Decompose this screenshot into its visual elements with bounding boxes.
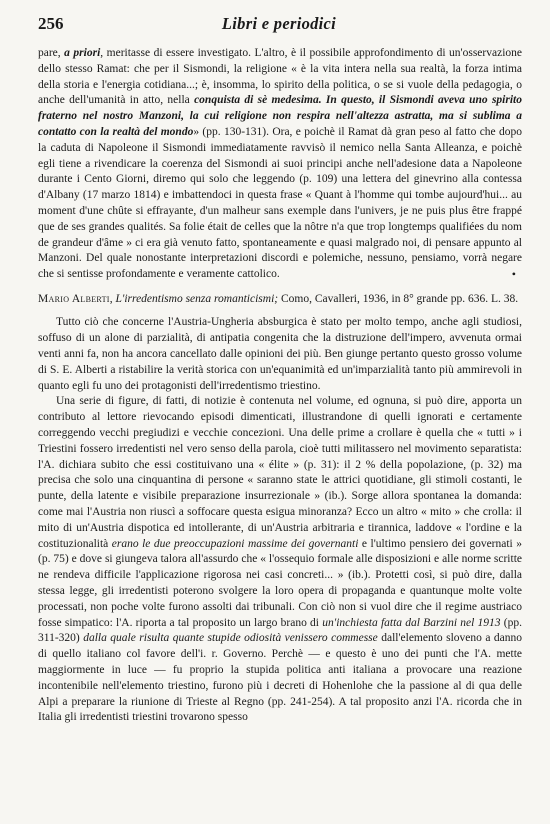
running-head: Libri e periodici — [221, 14, 337, 33]
citation-details: Como, Cavalleri, 1936, in 8° grande pp. 636. L. 38. — [278, 292, 519, 305]
text-run: dall'elemento sloveno a danno di quello italiano col favore dell'i. r. Governo. Perchè — e questo è uno dei punti che l'A. mette maggiormente in luce — fu proprio la stupida politica anti italiana a provocare una reazione incontenibile nell'elemento triestino, furono più i decreti di Hohenlohe che la passione al di qua delle Alpi a preparare la riunione di Trieste al Regno (pp. 241-254). A tal proposito anzi l'A. ricorda che in Italia gli irredentisti triestini trovarono spesso — [38, 632, 523, 724]
text-run: pare, — [38, 47, 65, 59]
text-run: Una serie di figure, di fatti, di notizie è contenuta nel volume, ed ognuna, si può dire, apporta un contributo al lettore rievocando episodi dimenticati, illustrandone di quelli ignorati e certamente correggendo vecchi pregiudizi e vecchie concezioni. Una delle prime a crollare è quella che « tutti » i Triestini fossero irredentisti nel vero senso della parola, cioè tutti militassero nel movimento separatista: l'A. dichiara subito che essi costituivano una « élite » (p. 31): il 2 % della popolazione, (p. 32) ma precisa che solo una cinquantina di persone « saranno state le attrici quotidiane, gli stimoli costanti, le punte, della latente e visibile preparazione insurrezionale » (ib.). Sorge allora spontanea la domanda: come mai l'Austria non riuscì a soffocare questa esigua minoranza? Ecco un altro « mito » che crolla: il mito di un'Austria dispotica ed intollerante, di un'Austria arbitraria e tirannica, laddove « l'ordine e la costituzionalità — [38, 395, 522, 550]
end-mark: • — [511, 267, 516, 282]
text-run: e l'ultimo pensiero dei governati » (p. 75) e dove si giungeva talora all'assurdo che « l'ossequio formale alle disposizioni e alle norme scritte ne rendeva difficile l'applicazione rigorosa nei casi concreti... » (ib.). Protetti così, si può dire, dalla stessa legge, gli irredentisti poterono svolgere la loro opera di propaganda e quantunque molte volte processati, non poche volte furono assolti dai tribunali. Con ciò non si vuol dire che il regime austriaco fosse simpatico: l'A. riporta a tal proposito un largo brano di — [38, 537, 522, 629]
citation-author: Mario Alberti — [38, 292, 110, 305]
body-text — [38, 46, 522, 726]
paragraph-intro: Tutto ciò che concerne l'Austria-Ungheria absburgica è stato per molto tempo, anche agli studiosi, soffuso di un alone di parzialità, di antipatia congenita che la distruzione dell'impero, avvenuta ormai venti anni fa, non ha ancora cancellato dalle opinioni dei più. Ben giunge pertanto questo grosso volume di S. E. Alberti a ristabilire la verità storica con un'equanimità ed un'imparzialità tanto più ammirevoli in quanto egli fu uno dei protagonisti dell'irredentismo triestino. — [38, 316, 522, 392]
page-number: 256 — [38, 14, 64, 33]
text-run-italic: dalla quale risulta quante stupide odiosità venissero commesse — [83, 632, 378, 645]
text-run: , meritasse di essere investigato. L'altro, è il possibile approfondimento di un'osservazione dello stesso Ramat: che per il Sismondi, la religione « è la vita intera nella sua realtà, la forza intima della storia e l'energia cotidiana...; è, insomma, lo spirito della politica, o se si vuole della pedagogia, o anche dell'umanità in atto, nella — [38, 47, 522, 107]
review-citation: Mario Alberti, L'irredentismo senza romanticismi; Como, Cavalleri, 1936, in 8° grande pp. 636. L. 38. — [38, 292, 519, 305]
page-header — [38, 14, 520, 38]
text-run-italic: un'inchiesta fatta dal Barzini nel 1913 — [322, 616, 501, 629]
text-run-bold-italic: conquista di sè medesima. In questo, il Sismondi aveva uno spirito fraterno nel nostro Manzoni, la cui religione non respira nell'altezza astratta, ma si sublima a contatto con la realtà del mondo — [38, 94, 522, 138]
text-run: » (pp. 130-131). Ora, e poichè il Ramat dà gran peso al fatto che dopo la caduta di Napoleone il Sismondi immediatamente ravvisò il nemico nella Santa Alleanza, e poichè egli tiene a rivendicare la coerenza del Sismondi ai suoi principi anche nell'adesione data a Napoleone durante i Cento Giorni, diremo qui solo che leggendo (p. 109) una lettera del ginevrino alla contessa d'Albany (17 marzo 1814) e imbattendoci in questa frase « Quant à l'homme qui tombe aujourd'hui... au moment d'une chûte si effrayante, d'un malheur sans exemple dans l'univers, je ne puis plus être frappé que de ses grandes qualités. Sa folie était de celles que la nôtre n'a que trop longtemps qualifiées du nom de grandeur d'âme » ci era già venuto fatto, spontaneamente e quasi malgrado noi, di pensare appunto al Manzoni. Del quale nonostante interpretazioni discordi e polemiche, nessuno, pensiamo, vorrà negare che si sentisse profondamente e veramente cattolico. — [38, 125, 522, 281]
text-run: (pp. 311-320) — [38, 616, 522, 645]
citation-title: L'irredentismo senza romanticismi; — [115, 292, 279, 305]
text-run-italic: erano le due preoccupazioni massime dei governanti — [111, 537, 359, 550]
paragraph-review-sismondi — [38, 46, 522, 283]
text-run-bold-italic: a priori — [64, 47, 101, 59]
paragraph-discussion — [38, 394, 522, 726]
